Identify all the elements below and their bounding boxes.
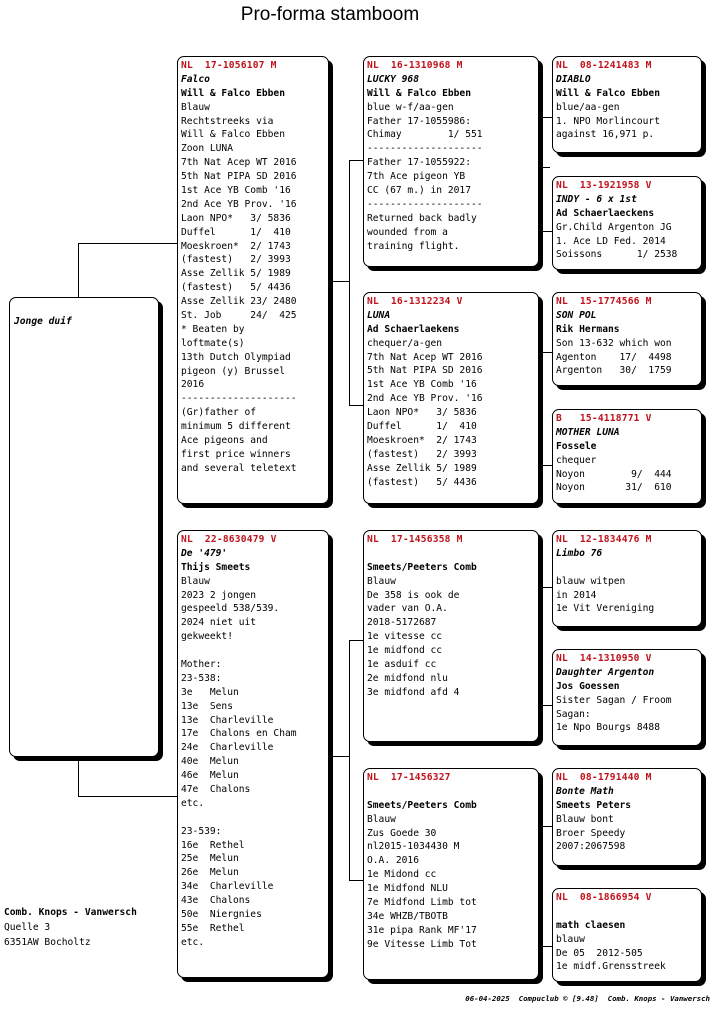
info-line: blue w-f/aa-gen: [367, 101, 454, 113]
info-line: (fastest) 5/ 4436: [181, 282, 291, 294]
connector-line: [541, 167, 550, 168]
connector-line: [78, 757, 79, 797]
pigeon-name: Limbo 76: [556, 547, 603, 559]
connector-line: [78, 243, 178, 244]
info-line: (Gr)father of: [181, 407, 257, 419]
info-line: 9e Vitesse Limb Tot: [367, 938, 477, 950]
info-line: 2nd Ace YB Prov. '16: [181, 198, 297, 210]
info-line: CC (67 m.) in 2017: [367, 185, 471, 197]
info-line: etc.: [181, 936, 205, 948]
info-line: 25e Melun: [181, 853, 239, 865]
info-line: Blauw: [367, 813, 396, 825]
connector-line: [539, 352, 540, 465]
ring-number: NL 17-1456327: [367, 772, 451, 783]
info-line: Argenton 30/ 1759: [556, 365, 672, 377]
info-line: 1e Midond cc: [367, 869, 437, 881]
info-line: 1e Npo Bourgs 8488: [556, 722, 660, 734]
pigeon-owner: math claesen: [556, 919, 626, 931]
pigeon-name: SON POL: [556, 309, 597, 321]
ring-number: B 15-4118771 V: [556, 413, 652, 424]
pigeon-owner: Will & Falco Ebben: [181, 87, 285, 99]
info-line: 5th Nat PIPA SD 2016: [181, 171, 297, 183]
info-line: O.A. 2016: [367, 855, 419, 867]
dam-dam-dam-card[interactable]: [552, 888, 702, 982]
ring-number: NL 12-1834476 M: [556, 534, 652, 545]
info-line: Sister Sagan / Froom: [556, 694, 672, 706]
info-line: 3e midfond afd 4: [367, 686, 460, 698]
info-line: Chimay 1/ 551: [367, 129, 483, 141]
info-line: 31e pipa Rank MF'17: [367, 924, 477, 936]
info-line: Moeskroen* 2/ 1743: [181, 240, 291, 252]
sire-sire-card[interactable]: [363, 56, 539, 267]
info-line: 34e Charleville: [181, 881, 274, 893]
dam-sire-dam-card[interactable]: [552, 649, 702, 746]
pigeon-owner: Will & Falco Ebben: [556, 87, 660, 99]
page-title: Pro-forma stamboom: [240, 4, 420, 25]
dam-sire-card[interactable]: [363, 530, 539, 742]
ring-number: NL 16-1312234 V: [367, 296, 463, 307]
info-line: 23-539:: [181, 825, 222, 837]
info-line: 2007:2067598: [556, 841, 626, 853]
pigeon-owner: Smeets/Peeters Comb: [367, 799, 477, 811]
connector-line: [333, 756, 349, 757]
info-line: 50e Niergnies: [181, 909, 262, 921]
info-line: --------------------: [367, 198, 483, 210]
info-line: [181, 811, 325, 825]
connector-line: [539, 946, 553, 947]
info-line: 2023 2 jongen: [181, 589, 257, 601]
sire-sire-sire-card[interactable]: [552, 56, 702, 153]
info-line: Will & Falco Ebben: [181, 129, 285, 141]
info-line: loftmate(s): [181, 337, 245, 349]
info-line: Noyon 31/ 610: [556, 482, 672, 494]
info-line: Ace pigeons and: [181, 435, 268, 447]
info-line: Moeskroen* 2/ 1743: [367, 434, 477, 446]
footer-owner: Comb. Knops - Vanwersch: [607, 994, 710, 1003]
info-line: 1e vitesse cc: [367, 631, 443, 643]
pigeon-owner: Jos Goessen: [556, 680, 620, 692]
info-line: against 16,971 p.: [556, 129, 655, 141]
pigeon-name: MOTHER LUNA: [556, 426, 620, 438]
pigeon-name: LUNA: [367, 309, 391, 321]
info-line: 2016: [181, 379, 205, 391]
info-line: St. Job 24/ 425: [181, 310, 297, 322]
connector-line: [539, 587, 540, 705]
ring-number: NL 08-1866954 V: [556, 892, 652, 903]
sire-sire-dam-card[interactable]: [552, 176, 702, 270]
info-line: and several teletext: [181, 462, 297, 474]
footer-date: 06-04-2025: [465, 994, 510, 1003]
info-line: Son 13-632 which won: [556, 337, 672, 349]
info-line: Father 17-1055986:: [367, 115, 471, 127]
info-line: chequer: [556, 454, 597, 466]
pigeon-owner: Smeets Peters: [556, 799, 632, 811]
pigeon-name: LUCKY 968: [367, 73, 419, 85]
info-line: Broer Speedy: [556, 827, 626, 839]
info-line: 13e Charleville: [181, 714, 274, 726]
pigeon-owner: Will & Falco Ebben: [367, 87, 471, 99]
pigeon-name: Falco: [181, 73, 210, 85]
info-line: Mother:: [181, 659, 222, 671]
info-line: pigeon (y) Brussel: [181, 365, 285, 377]
info-line: in 2014: [556, 589, 597, 601]
sire-dam-dam-card[interactable]: [552, 409, 702, 504]
connector-line: [349, 405, 364, 406]
pigeon-owner: Fossele: [556, 440, 597, 452]
info-line: 5th Nat PIPA SD 2016: [367, 365, 483, 377]
info-line: 43e Chalons: [181, 895, 251, 907]
dam-sire-sire-card[interactable]: [552, 530, 702, 627]
info-line: chequer/a-gen: [367, 337, 443, 349]
info-line: 34e WHZB/TBOTB: [367, 910, 448, 922]
info-line: 55e Rethel: [181, 922, 245, 934]
connector-line: [539, 465, 553, 466]
ring-number: NL 13-1921958 V: [556, 180, 652, 191]
info-line: Asse Zellik 5/ 1989: [367, 462, 477, 474]
info-line: 7e Midfond Limb tot: [367, 897, 477, 909]
ring-number: NL 17-1056107 M: [181, 60, 277, 71]
connector-line: [539, 231, 553, 232]
connector-line: [349, 640, 364, 641]
info-line: 1e Midfond NLU: [367, 883, 448, 895]
info-line: 24e Charleville: [181, 742, 274, 754]
footer: [465, 994, 710, 1003]
info-line: Duffel 1/ 410: [367, 421, 477, 433]
connector-line: [539, 705, 553, 706]
info-line: 46e Melun: [181, 770, 239, 782]
info-line: Blauw bont: [556, 813, 614, 825]
info-line: blauw: [556, 933, 585, 945]
info-line: 3e Melun: [181, 686, 239, 698]
info-line: De 358 is ook de: [367, 589, 460, 601]
pigeon-name: DIABLO: [556, 73, 591, 85]
pigeon-name: [556, 905, 698, 919]
info-line: --------------------: [181, 393, 297, 405]
pigeon-owner: Rik Hermans: [556, 323, 620, 335]
info-line: blauw witpen: [556, 575, 626, 587]
info-line: Sagan:: [556, 708, 591, 720]
info-line: Rechtstreeks via: [181, 115, 274, 127]
info-line: 1e midfond cc: [367, 645, 443, 657]
info-line: 1. NPO Morlincourt: [556, 115, 660, 127]
connector-line: [539, 352, 553, 353]
info-line: 13th Dutch Olympiad: [181, 351, 291, 363]
connector-line: [349, 160, 350, 405]
pigeon-owner: [556, 561, 698, 575]
info-line: blue/aa-gen: [556, 101, 620, 113]
subject-card[interactable]: [9, 297, 159, 757]
info-line: wounded from a: [367, 226, 448, 238]
connector-line: [539, 826, 553, 827]
info-line: Blauw: [181, 101, 210, 113]
connector-line: [539, 587, 553, 588]
info-line: 2018-5172687: [367, 617, 437, 629]
pigeon-name: Bonte Math: [556, 785, 614, 797]
ring-number: NL 08-1241483 M: [556, 60, 652, 71]
info-line: Zus Goede 30: [367, 827, 437, 839]
info-line: Soissons 1/ 2538: [556, 249, 678, 261]
breeder-address: [4, 905, 137, 950]
dam-dam-sire-card[interactable]: [552, 768, 702, 866]
connector-line: [349, 640, 350, 880]
breeder-street: Quelle 3: [4, 922, 51, 933]
info-line: Asse Zellik 5/ 1989: [181, 268, 291, 280]
connector-line: [78, 796, 178, 797]
info-line: (fastest) 2/ 3993: [181, 254, 291, 266]
info-line: Asse Zellik 23/ 2480: [181, 296, 297, 308]
dam-card[interactable]: [177, 530, 329, 978]
info-line: Zoon LUNA: [181, 143, 233, 155]
info-line: De 05 2012-505: [556, 947, 643, 959]
pigeon-name: INDY - 6 x 1st: [556, 193, 637, 205]
pigeon-name: [367, 547, 535, 561]
info-line: gekweekt!: [181, 631, 233, 643]
connector-line: [78, 243, 79, 297]
info-line: 2nd Ace YB Prov. '16: [367, 393, 483, 405]
info-line: Laon NPO* 3/ 5836: [181, 212, 291, 224]
info-line: nl2015-1034430 M: [367, 841, 460, 853]
info-line: [181, 644, 325, 658]
pigeon-name: Daughter Argenton: [556, 666, 655, 678]
connector-line: [349, 160, 364, 161]
info-line: etc.: [181, 797, 205, 809]
connector-line: [539, 117, 540, 231]
info-line: minimum 5 different: [181, 421, 291, 433]
pigeon-owner: Ad Schaerlaeckens: [556, 207, 655, 219]
footer-software: Compuclub © [9.48]: [518, 994, 599, 1003]
info-line: Duffel 1/ 410: [181, 226, 291, 238]
subject-name: Jonge duif: [14, 316, 72, 327]
info-line: 7th Nat Acep WT 2016: [367, 351, 483, 363]
info-line: (fastest) 5/ 4436: [367, 476, 477, 488]
breeder-city: 6351AW Bocholtz: [4, 937, 91, 948]
info-line: 16e Rethel: [181, 839, 245, 851]
info-line: * Beaten by: [181, 323, 245, 335]
info-line: 2024 niet uit: [181, 617, 257, 629]
info-line: Laon NPO* 3/ 5836: [367, 407, 477, 419]
connector-line: [333, 281, 349, 282]
info-line: Blauw: [181, 575, 210, 587]
info-line: 13e Sens: [181, 700, 233, 712]
info-line: Father 17-1055922:: [367, 157, 471, 169]
ring-number: NL 08-1791440 M: [556, 772, 652, 783]
info-line: Agenton 17/ 4498: [556, 351, 672, 363]
info-line: 1e midf.Grensstreek: [556, 961, 666, 973]
info-line: Blauw: [367, 575, 396, 587]
info-line: 17e Chalons en Cham: [181, 728, 297, 740]
info-line: 1e Vit Vereniging: [556, 603, 655, 615]
info-line: 1st Ace YB Comb '16: [181, 185, 291, 197]
info-line: Gr.Child Argenton JG: [556, 221, 672, 233]
dam-dam-card[interactable]: [363, 768, 539, 980]
sire-dam-card[interactable]: [363, 292, 539, 504]
info-line: 1e asduif cc: [367, 659, 437, 671]
connector-line: [539, 117, 553, 118]
info-line: vader van O.A.: [367, 603, 448, 615]
info-line: 1st Ace YB Comb '16: [367, 379, 477, 391]
sire-card[interactable]: [177, 56, 329, 504]
ring-number: NL 22-8630479 V: [181, 534, 277, 545]
info-line: 40e Melun: [181, 756, 239, 768]
pigeon-owner: Ad Schaerlaekens: [367, 323, 460, 335]
info-line: 7th Ace pigeon YB: [367, 171, 466, 183]
info-line: Noyon 9/ 444: [556, 468, 672, 480]
info-line: Returned back badly: [367, 212, 477, 224]
ring-number: NL 17-1456358 M: [367, 534, 463, 545]
sire-dam-sire-card[interactable]: [552, 292, 702, 386]
pigeon-name: De '479': [181, 547, 228, 559]
info-line: 23-538:: [181, 672, 222, 684]
info-line: first price winners: [181, 448, 291, 460]
pigeon-owner: Thijs Smeets: [181, 561, 251, 573]
info-line: 7th Nat Acep WT 2016: [181, 157, 297, 169]
info-line: 1. Ace LD Fed. 2014: [556, 235, 666, 247]
pigeon-owner: Smeets/Peeters Comb: [367, 561, 477, 573]
info-line: 26e Melun: [181, 867, 239, 879]
info-line: gespeeld 538/539.: [181, 603, 280, 615]
info-line: --------------------: [367, 143, 483, 155]
ring-number: NL 15-1774566 M: [556, 296, 652, 307]
info-line: (fastest) 2/ 3993: [367, 448, 477, 460]
connector-line: [539, 826, 540, 946]
pigeon-name: [367, 785, 535, 799]
info-line: 2e midfond nlu: [367, 672, 448, 684]
connector-line: [349, 880, 364, 881]
info-line: 47e Chalons: [181, 784, 251, 796]
ring-number: NL 14-1310950 V: [556, 653, 652, 664]
breeder-name: Comb. Knops - Vanwersch: [4, 907, 137, 918]
info-line: training flight.: [367, 240, 460, 252]
ring-number: NL 16-1310968 M: [367, 60, 463, 71]
